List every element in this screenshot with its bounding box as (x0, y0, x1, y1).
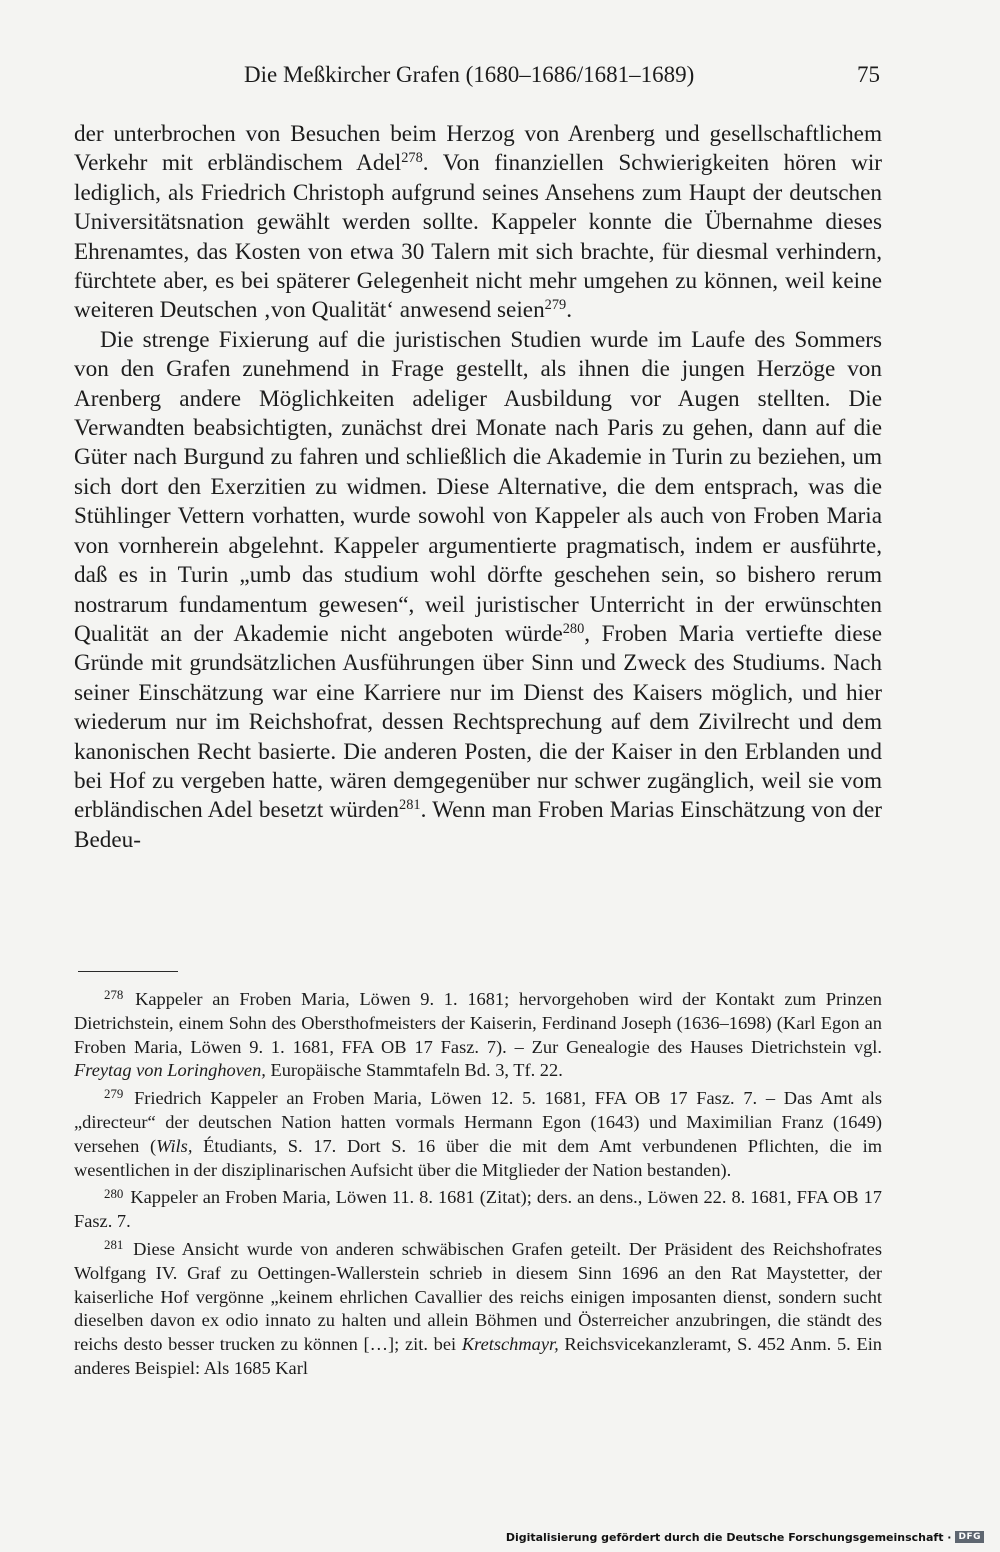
footnote-author: Freytag von Loringhoven, (74, 1060, 266, 1081)
paragraph-2 (74, 326, 882, 855)
paragraph-1 (74, 120, 882, 326)
footnotes (74, 988, 882, 1385)
footnote-ref-280[interactable]: 280 (562, 621, 585, 637)
footnote-number: 280 (104, 1186, 124, 1201)
footnote-279 (74, 1087, 882, 1182)
footnote-text: Reichsvicekanzleramt, S. 452 Anm. 5. Ein anderes Beispiel: Als 1685 Karl (74, 1334, 882, 1378)
paragraph-2-text-b: , Froben Maria vertiefte diese Gründe mit grundsätzlichen Ausführungen über Sinn und Zweck des Studiums. Nach seiner Einschätzung war eine Karriere nur im Dienst des Kaisers möglich, und hier wiederum nur im Reichshofrat, dessen Rechtsprechung auf dem Zivilrecht und dem kanonischen Recht basierte. Die anderen Posten, die der Kaiser in den Erblanden und bei Hof zu vergeben hatte, wären demgegenüber nur schwer zugänglich, weil sie vom erbländischen Adel besetzt würden (74, 620, 882, 824)
running-head-title: Die Meßkircher Grafen (1680–1686/1681–1689) (244, 62, 695, 87)
footnote-ref-278[interactable]: 278 (401, 150, 423, 167)
footnote-text: Étudiants, S. 17. Dort S. 16 über die mit dem Amt verbundenen Pflichten, die im wesentlichen in der disziplinarischen Aufsicht über die Mitglieder der Nation bestanden). (74, 1135, 882, 1180)
dfg-funding-text: Digitalisierung gefördert durch die Deutsche Forschungsgemeinschaft · (505, 1530, 952, 1544)
footnote-281 (74, 1238, 882, 1381)
footnote-number: 279 (104, 1087, 124, 1102)
main-text (74, 120, 882, 855)
footnote-separator (78, 971, 178, 972)
footnote-number: 278 (104, 988, 124, 1003)
page-number: 75 (857, 62, 880, 87)
footnote-author: Wils, (156, 1135, 193, 1156)
paragraph-2-text-a: Die strenge Fixierung auf die juristischen Studien wurde im Laufe des Sommers von den Grafen zunehmend in Frage gestellt, als ihnen die jungen Herzöge von Arenberg andere Möglichkeiten adeliger Ausbildung vor Augen stellten. Die Verwandten beabsichtigten, zunächst drei Monate nach Paris zu gehen, dann auf die Güter nach Burgund zu fahren und schließlich die Akademie in Turin zu beziehen, um sich dort den Exerzitien zu widmen. Diese Alternative, die dem entsprach, was die Stühlinger Vettern vorhatten, wurde sowohl von Kappeler als auch von Froben Maria von vornherein abgelehnt. Kappeler argumentierte pragmatisch, indem er ausführte, daß es in Turin „umb das studium wohl dörfte geschehen sein, so bishero rerum nostrarum fundamentum gewesen“, weil juristischer Unterricht in der erwünschten Qualität an der Akademie nicht angeboten würde (74, 326, 882, 647)
paragraph-1-text-b: . Von finanziellen Schwierigkeiten hören wir lediglich, als Friedrich Christoph aufgrund seines Ansehens zum Haupt der deutschen Universitätsnation gewählt werden sollte. Kappeler konnte die Übernahme dieses Ehrenamtes, das Kosten von etwa 30 Talern mit sich brachte, für diesmal verhindern, fürchtete aber, es bei späterer Gelegenheit nicht mehr umgehen zu können, weil keine weiteren Deutschen ‚von Qualität‘ anwesend seien (74, 150, 883, 324)
running-head (244, 58, 880, 92)
paragraph-1-text-c: . (566, 297, 573, 324)
dfg-funding-notice (506, 1528, 984, 1546)
footnote-ref-281[interactable]: 281 (399, 797, 421, 814)
footnote-text: Kappeler an Froben Maria, Löwen 9. 1. 1681; hervorgehoben wird der Kontakt zum Prinzen Dietrichstein, einem Sohn des Obersthofmeisters der Kaiserin, Ferdinand Joseph (1636–1698) (Karl Egon an Froben Maria, Löwen 9. 1. 1681, FFA OB 17 Fasz. 7). – Zur Genealogie des Hauses Dietrichstein vgl. (74, 989, 882, 1057)
footnote-text: Diese Ansicht wurde von anderen schwäbischen Grafen geteilt. Der Präsident des Reichshofrates Wolfgang IV. Graf zu Oettingen-Wallerstein schrieb in diesem Sinn 1696 an den Rat Maystetter, der kaiserliche Hof vergönne „keinem ehrlichen Cavallier des reichs einigen imposanten dienst, sondern sucht dieselben davon ex odio innato zu halten und allein Böhmen und Österreicher anzubringen, die ständt des reichs desto besser trucken zu können […]; zit. bei (74, 1238, 882, 1355)
paragraph-1-text-a: der unterbrochen von Besuchen beim Herzog von Arenberg und gesellschaftlichem Verkehr mit erbländischem Adel (74, 121, 882, 177)
dfg-logo: DFG (955, 1531, 984, 1543)
footnote-text: Friedrich Kappeler an Froben Maria, Löwen 12. 5. 1681, FFA OB 17 Fasz. 7. – Das Amt als „directeur“ der deutschen Nation hatten vormals Hermann Egon (1643) und Maximilian Franz (1649) versehen ( (74, 1088, 882, 1156)
footnote-280 (74, 1186, 882, 1234)
footnote-text: Kappeler an Froben Maria, Löwen 11. 8. 1681 (Zitat); ders. an dens., Löwen 22. 8. 1681, FFA OB 17 Fasz. 7. (74, 1187, 882, 1232)
paragraph-2-text-c: . Wenn man Froben Marias Einschätzung von der Bedeu- (74, 797, 882, 853)
footnote-278 (74, 988, 882, 1083)
footnote-ref-279[interactable]: 279 (544, 297, 567, 314)
footnote-text: Europäische Stammtafeln Bd. 3, Tf. 22. (265, 1060, 563, 1081)
footnote-number: 281 (104, 1238, 124, 1253)
footnote-author: Kretschmayr, (461, 1334, 559, 1355)
